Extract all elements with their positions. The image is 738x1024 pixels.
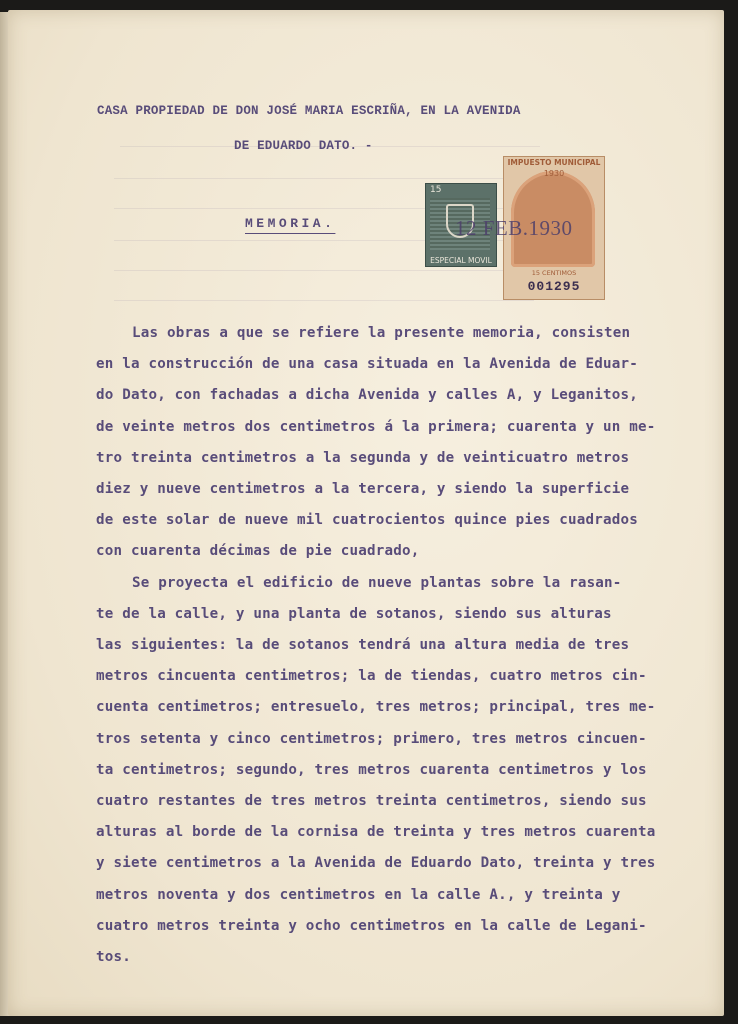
body-line: de veinte metros dos centimetros á la primera; cuarenta y un me- [96, 418, 656, 435]
body-line: Las obras a que se refiere la presente memoria, consisten [132, 325, 631, 341]
body-line: en la construcción de una casa situada en la Avenida de Eduar- [96, 356, 638, 373]
body-line: cuatro metros treinta y ocho centimetros en la calle de Legani- [96, 917, 647, 934]
municipal-stamp-label: IMPUESTO MUNICIPAL [507, 158, 601, 167]
fiscal-stamp-label: ESPECIAL MOVIL [430, 256, 492, 265]
body-line: tos. [96, 949, 131, 966]
body-line: do Dato, con fachadas a dicha Avenida y calles A, y Leganitos, [96, 387, 638, 404]
bleed-through-line [114, 270, 514, 271]
municipal-stamp-serial: 001295 [527, 279, 581, 294]
bleed-through-line [114, 300, 534, 301]
body-line: ta centimetros; segundo, tres metros cuarenta centimetros y los [96, 761, 647, 778]
body-line: tros setenta y cinco centimetros; primero, tres metros cincuen- [96, 730, 647, 747]
body-line: cuenta centimetros; entresuelo, tres metros; principal, tres me- [96, 699, 656, 716]
body-line: las siguientes: la de sotanos tendrá una altura media de tres [96, 637, 630, 654]
memoria-body [96, 318, 696, 973]
body-line: diez y nueve centimetros a la tercera, y siendo la superficie [96, 481, 630, 498]
body-line: metros cincuenta centimetros; la de tiendas, cuatro metros cin- [96, 668, 647, 685]
body-line: te de la calle, y una planta de sotanos, siendo sus alturas [96, 605, 612, 622]
body-line: con cuarenta décimas de pie cuadrado, [96, 543, 420, 560]
municipal-stamp-value: 15 CENTIMOS [531, 269, 577, 277]
body-line: alturas al borde de la cornisa de treinta y tres metros cuarenta [96, 824, 656, 841]
document-title: MEMORIA. [245, 216, 336, 231]
municipal-stamp-year: 1930 [543, 169, 565, 178]
date-stamp: 12 FEB.1930 [455, 216, 573, 240]
body-line: cuatro restantes de tres metros treinta centimetros, siendo sus [96, 793, 647, 810]
bleed-through-line [114, 178, 504, 179]
body-line: tro treinta centimetros a la segunda y de veinticuatro metros [96, 449, 630, 466]
header-line-1: CASA PROPIEDAD DE DON JOSÉ MARIA ESCRIÑA, EN LA AVENIDA [97, 104, 521, 118]
body-line: Se proyecta el edificio de nueve plantas sobre la rasan- [132, 574, 622, 591]
body-line: de este solar de nueve mil cuatrocientos quince pies cuadrados [96, 512, 638, 529]
fiscal-stamp-value-left: 15 [430, 185, 442, 195]
body-line: metros noventa y dos centimetros en la calle A., y treinta y [96, 886, 621, 903]
body-line: y siete centimetros a la Avenida de Eduardo Dato, treinta y tres [96, 855, 656, 872]
fiscal-stamp-top [426, 184, 496, 198]
header-line-2: DE EDUARDO DATO. - [234, 139, 373, 153]
